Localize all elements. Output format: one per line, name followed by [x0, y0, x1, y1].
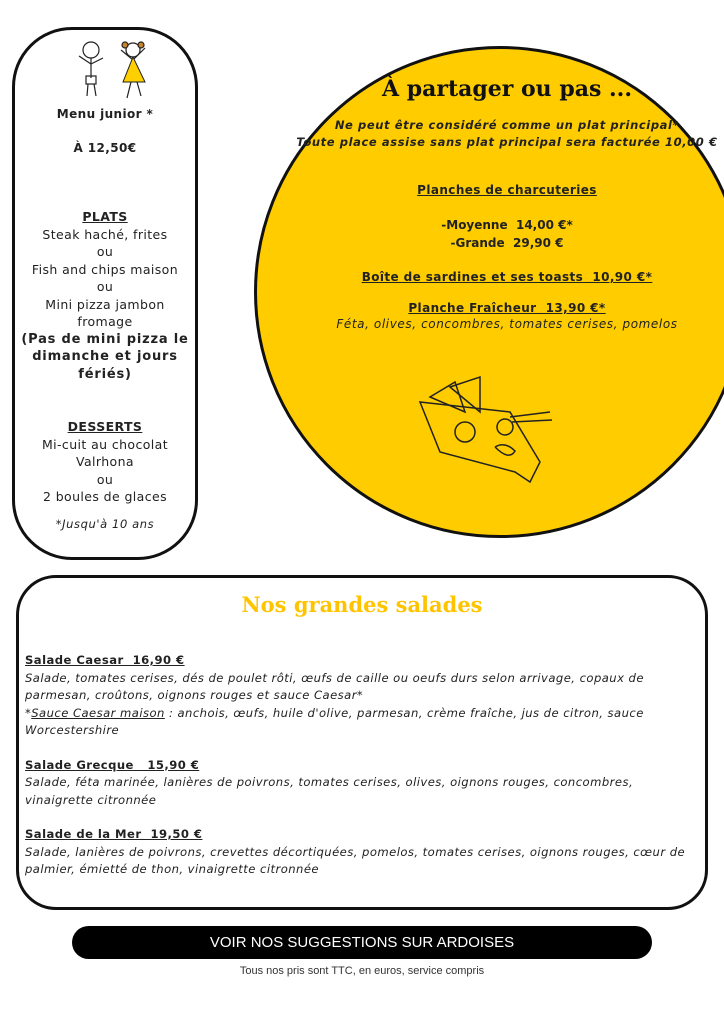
share-title: À partager ou pas ... [382, 76, 632, 102]
charcuterie-board-illustration-icon [410, 372, 560, 490]
plat-option: Mini pizza jambon fromage [45, 296, 165, 329]
salad-item: Salade Caesar 16,90 € Salade, tomates cerises, dés de poulet rôti, œufs de caille ou oeufs durs selon arrivage, copaux de parmesan, croûtons, oignons rouges et sauce Caesar* *Sauce Caesar maison : anchois, œufs, huile d'olive, parmesan, crème fraîche, jus de citron, sauce Worcestershire [25, 652, 695, 740]
desserts-heading: DESSERTS [67, 419, 143, 434]
salad-desc: Salade, tomates cerises, dés de poulet rôti, œufs de caille ou oeufs durs selon arrivage, copaux de parmesan, croûtons, oignons rouges et sauce Caesar* [25, 670, 644, 702]
share-section [290, 76, 724, 331]
price-footer: Tous nos pris sont TTC, en euros, service compris [239, 965, 485, 977]
charcuterie-grande: -Grande 29,90 € [450, 236, 564, 250]
separator-ou: ou [96, 279, 114, 294]
dessert-option: Mi-cuit au chocolat Valrhona [41, 436, 169, 469]
kids-illustration-icon [63, 38, 163, 100]
dessert-option: 2 boules de glaces [42, 489, 168, 504]
junior-menu-card [12, 27, 198, 560]
junior-footnote: *Jusqu'à 10 ans [55, 516, 155, 531]
charcuterie-moyenne: -Moyenne 14,00 €* [441, 218, 573, 232]
sauce-label: Sauce Caesar maison [31, 705, 165, 720]
salad-desc: Salade, féta marinée, lanières de poivrons, tomates cerises, olives, oignons rouges, concombres, vinaigrette citronnée [25, 775, 634, 807]
charcuterie-heading: Planches de charcuteries [417, 183, 597, 197]
separator-ou: ou [96, 471, 114, 487]
plats-note: (Pas de mini pizza le dimanche et jours fériés) [21, 331, 189, 382]
salads-title: Nos grandes salades [241, 592, 483, 617]
salad-desc: Salade, lanières de poivrons, crevettes décortiquées, pomelos, tomates cerises, oignons rouges, cœur de palmier, émietté de thon, vinaigrette citronnée [25, 844, 686, 876]
junior-price: À 12,50€ [73, 141, 137, 155]
share-note-1: Ne peut être considéré comme un plat principal* [334, 118, 680, 132]
fraicheur-item: Planche Fraîcheur 13,90 €* [408, 301, 606, 315]
salad-item [25, 757, 695, 810]
salad-item [25, 826, 695, 879]
sauce-desc: : anchois, œufs, huile d'olive, parmesan, crème fraîche, jus de citron, sauce Worcestershire [25, 705, 644, 737]
fraicheur-desc: Féta, olives, concombres, tomates cerises, pomelos [336, 317, 678, 331]
salads-card [16, 575, 708, 910]
plats-heading: PLATS [82, 209, 128, 224]
suggestions-banner: VOIR NOS SUGGESTIONS SUR ARDOISES [72, 926, 652, 959]
sardines-item: Boîte de sardines et ses toasts 10,90 €* [361, 270, 653, 284]
plat-option: Fish and chips maison [31, 261, 179, 277]
salad-name: Salade Grecque 15,90 € [25, 757, 200, 772]
salad-name: Salade de la Mer 19,50 € [25, 827, 203, 841]
share-note-2: Toute place assise sans plat principal sera facturée 10,00 € [296, 135, 718, 149]
junior-title: Menu junior * [56, 107, 154, 121]
separator-ou: ou [96, 244, 114, 259]
plat-option: Steak haché, frites [42, 226, 168, 242]
salad-name: Salade Caesar 16,90 € [25, 653, 185, 667]
